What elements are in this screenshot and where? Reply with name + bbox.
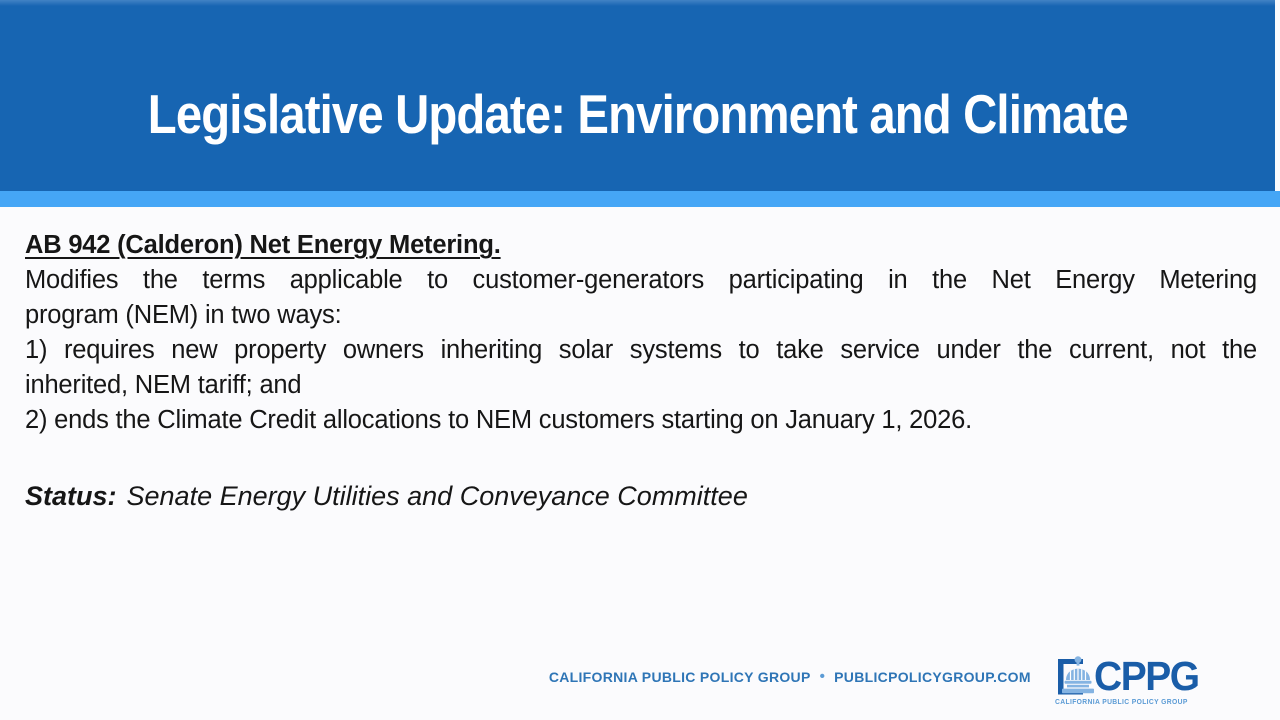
body-line: 1) requires new property owners inheriting solar systems to take service under the current, not the	[25, 336, 1257, 364]
status-label: Status:	[25, 481, 117, 511]
body-line: Modifies the terms applicable to customer-generators participating in the Net Energy Metering	[25, 266, 1257, 294]
slide-title: Legislative Update: Environment and Climate	[147, 83, 1128, 145]
slide-footer	[549, 653, 1204, 706]
bill-heading: AB 942 (Calderon) Net Energy Metering.	[25, 231, 501, 259]
footer-text	[549, 668, 1031, 691]
logo-tagline: CALIFORNIA PUBLIC POLICY GROUP	[1054, 697, 1188, 706]
body-line: 2) ends the Climate Credit allocations to NEM customers starting on January 1, 2026.	[25, 406, 972, 434]
status-value: Senate Energy Utilities and Conveyance Committee	[126, 481, 748, 511]
footer-separator-dot: •	[819, 668, 826, 685]
logo-acronym: CPPG	[1093, 653, 1199, 699]
slide-body	[25, 228, 1257, 438]
accent-stripe	[0, 191, 1280, 207]
footer-website: PUBLICPOLICYGROUP.COM	[834, 668, 1031, 685]
cppg-logo	[1055, 653, 1204, 706]
cppg-logo-top	[1055, 653, 1204, 699]
capitol-dome-icon	[1055, 653, 1097, 695]
body-line: program (NEM) in two ways:	[25, 301, 342, 329]
body-line: inherited, NEM tariff; and	[25, 371, 302, 399]
footer-org-name: CALIFORNIA PUBLIC POLICY GROUP	[548, 668, 811, 685]
title-layer	[0, 82, 1275, 146]
status-line	[25, 481, 748, 512]
bill-heading-line	[25, 228, 1257, 263]
